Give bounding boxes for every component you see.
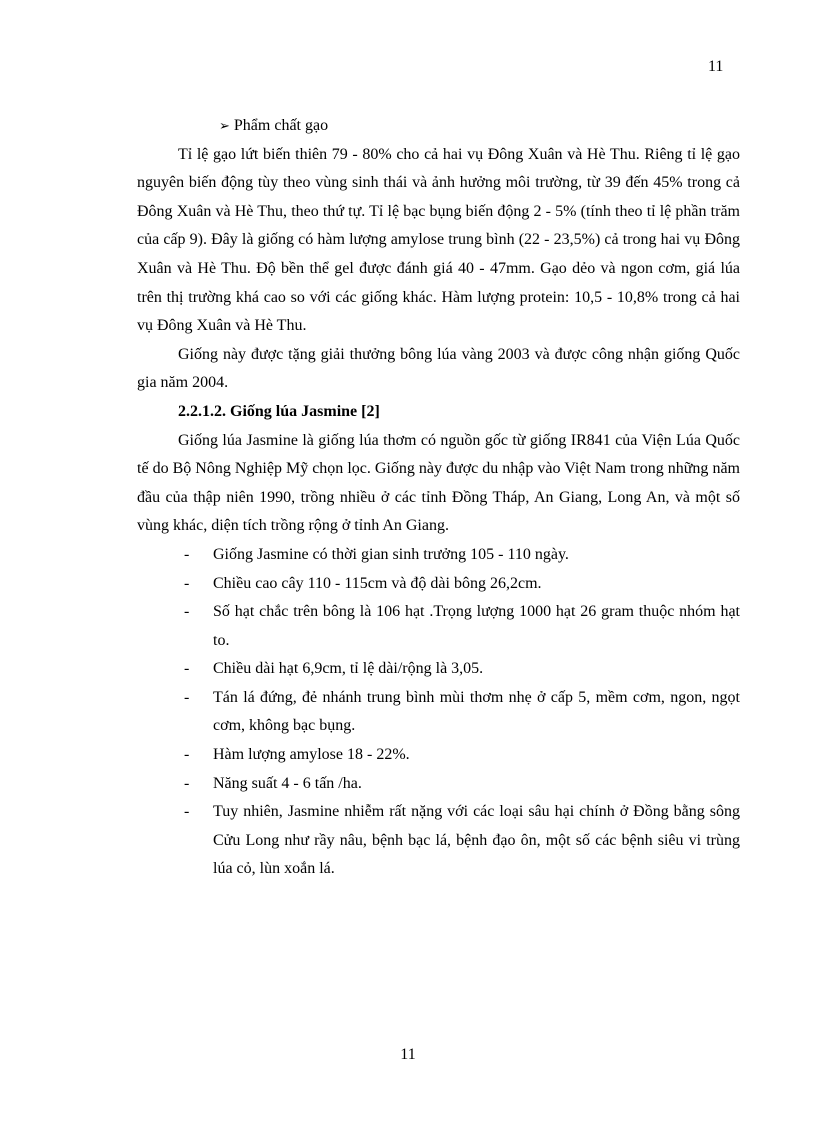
list-item-text: Giống Jasmine có thời gian sinh trưởng 105 - 110 ngày. [213, 545, 569, 563]
dash-bullet: - [184, 774, 190, 792]
dash-bullet: - [184, 545, 190, 563]
page-number-top: 11 [708, 58, 724, 75]
list-item-text: Tán lá đứng, đẻ nhánh trung bình mùi thơm nhẹ ở cấp 5, mềm cơm, ngon, ngọt cơm, không bạc bụng. [213, 688, 740, 735]
list-item [137, 770, 740, 799]
list-item [137, 655, 740, 684]
page-number-bottom: 11 [400, 1046, 416, 1063]
document-body [137, 112, 740, 884]
dash-bullet: - [184, 803, 190, 821]
quality-heading-text: Phẩm chất gạo [233, 117, 329, 134]
list-item [137, 570, 740, 599]
quality-heading [137, 112, 740, 141]
dash-bullet: - [184, 688, 190, 706]
list-item [137, 684, 740, 741]
list-item-text: Chiều cao cây 110 - 115cm và độ dài bông 26,2cm. [213, 574, 542, 592]
paragraph-rice-quality: Tỉ lệ gạo lứt biến thiên 79 - 80% cho cả hai vụ Đông Xuân và Hè Thu. Riêng tỉ lệ gạo nguyên biến động tùy theo vùng sinh thái và ảnh hưởng môi trường, từ 39 đến 45% trong cả Đông Xuân và Hè Thu, theo thứ tự. Tỉ lệ bạc bụng biến động 2 - 5% (tính theo tỉ lệ phần trăm của cấp 9). Đây là giống có hàm lượng amylose trung bình (22 - 23,5%) cả trong hai vụ Đông Xuân và Hè Thu. Độ bền thể gel được đánh giá 40 - 47mm. Gạo dẻo và ngon cơm, giá lúa trên thị trường khá cao so với các giống khác. Hàm lượng protein: 10,5 - 10,8% trong cả hai vụ Đông Xuân và Hè Thu. [137, 145, 740, 335]
list-item-text: Tuy nhiên, Jasmine nhiễm rất nặng với các loại sâu hại chính ở Đồng bằng sông Cửu Long như rầy nâu, bệnh bạc lá, bệnh đạo ôn, một số các bệnh siêu vi trùng lúa cỏ, lùn xoắn lá. [213, 803, 740, 878]
dash-bullet: - [184, 660, 190, 678]
list-item-text: Số hạt chắc trên bông là 106 hạt .Trọng lượng 1000 hạt 26 gram thuộc nhóm hạt to. [213, 603, 740, 649]
paragraph-jasmine-intro: Giống lúa Jasmine là giống lúa thơm có nguồn gốc từ giống IR841 của Viện Lúa Quốc tế do Bộ Nông Nghiệp Mỹ chọn lọc. Giống này được du nhập vào Việt Nam trong những năm đầu của thập niên 1990, trồng nhiều ở các tỉnh Đồng Tháp, An Giang, Long An, và một số vùng khác, diện tích trồng rộng ở tỉnh An Giang. [137, 431, 740, 535]
paragraph-award: Giống này được tặng giải thưởng bông lúa vàng 2003 và được công nhận giống Quốc gia năm 2004. [137, 345, 740, 392]
characteristics-list [137, 541, 740, 884]
arrow-bullet-icon: ➢ [219, 118, 230, 133]
list-item-text: Năng suất 4 - 6 tấn /ha. [213, 774, 362, 792]
dash-bullet: - [184, 746, 190, 764]
section-title: 2.2.1.2. Giống lúa Jasmine [2] [178, 402, 380, 420]
dash-bullet: - [184, 574, 190, 592]
list-item [137, 541, 740, 570]
list-item [137, 741, 740, 770]
list-item-text: Chiều dài hạt 6,9cm, tỉ lệ dài/rộng là 3,05. [213, 660, 484, 678]
dash-bullet: - [184, 603, 190, 621]
list-item [137, 798, 740, 884]
list-item [137, 598, 740, 655]
list-item-text: Hàm lượng amylose 18 - 22%. [213, 746, 410, 764]
